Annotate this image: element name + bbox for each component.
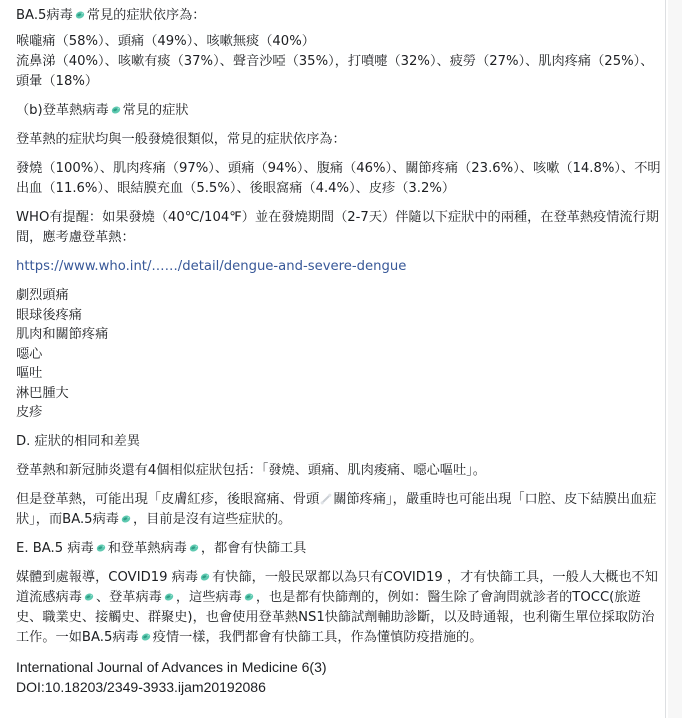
- scrollbar[interactable]: [668, 0, 682, 718]
- who-note: WHO有提醒：如果發燒（40℃/104℉）並在發燒期間（2-7天）伴隨以下症狀中的兩種，在登革熱疫情流行期間，應考慮登革熱：: [16, 210, 659, 245]
- differences-paragraph: 但是登革熱，可能出現「皮膚紅疹，後眼窩痛、骨頭 關節疼痛」，嚴重時也可能出現「口腔、皮下結膜出血症狀」，而BA.5病毒 ，目前是沒有這些症狀的。: [16, 491, 657, 527]
- who-link-line: [16, 257, 665, 277]
- microbe-icon: [95, 543, 107, 553]
- section-d-heading: D. 症狀的相同和差異: [16, 433, 141, 449]
- dengue-intro: 登革熱的症狀均與一般發燒很類似，常見的症狀依序為：: [16, 132, 346, 147]
- list-item: 嘔吐: [16, 366, 43, 381]
- similar-symptoms: 登革熱和新冠肺炎還有4個相似症狀包括：「發燒、頭痛、肌肉痠痛、噁心嘔吐」。: [16, 462, 486, 478]
- list-item: 劇烈頭痛: [16, 288, 69, 303]
- microbe-icon: [243, 592, 255, 602]
- microbe-icon: [83, 592, 95, 602]
- microbe-icon: [199, 572, 211, 582]
- microbe-icon: [120, 514, 132, 524]
- list-item: 皮疹: [16, 405, 43, 420]
- ba5-symptoms-line2: 流鼻涕（40%）、咳嗽有痰（37%）、聲音沙啞（35%），打噴嚏（32%）、疲勞（27%）、肌肉疼痛（25%）、頭暈（18%）: [16, 54, 654, 89]
- doi-citation: DOI:10.18203/2349-3933.ijam20192086: [16, 678, 266, 695]
- list-item: 噁心: [16, 346, 43, 362]
- media-paragraph: 媒體到處報導，COVID19 病毒 有快篩，一般民眾都以為只有COVID19 ，才有快篩工具，一般人大概也不知道流感病毒 、登革病毒 ，這些病毒 ，也是都有快篩劑的，例如：醫生除了會詢問就診者的TOCC(旅遊史、職業史、接觸史、群聚史)，也會使用登革熱NS1快篩試劑輔助診斷，以及時通報，也利衛生單位採取防治工作。一如BA.5病毒 疫情一樣，我們都會有快篩工具，作為懂慎防疫措施的。: [16, 569, 658, 645]
- list-item: 肌肉和關節疼痛: [16, 327, 109, 342]
- list-item: 眼球後疼痛: [16, 307, 82, 323]
- microbe-icon: [188, 543, 200, 553]
- bone-icon: [320, 493, 332, 505]
- who-link[interactable]: https://www.who.int/……/detail/dengue-and-severe-dengue: [16, 259, 407, 274]
- microbe-icon: [140, 632, 152, 642]
- section-e-heading: E. BA.5 病毒 和登革熱病毒 ，都會有快篩工具: [16, 540, 307, 556]
- microbe-icon: [163, 592, 175, 602]
- microbe-icon: [110, 105, 122, 115]
- dengue-heading: （b)登革熱病毒 常見的症狀: [16, 103, 189, 118]
- dengue-symptom-list: 發燒（100%）、肌肉疼痛（97%）、頭痛（94%）、腹痛（46%）、關節疼痛（23.6%）、咳嗽（14.8%）、不明出血（11.6%）、眼結膜充血（5.5%）、後眼窩痛（4.4%）、皮疹（3.2%）: [16, 161, 661, 196]
- ba5-symptoms-line1: 喉嚨痛（58%）、頭痛（49%）、咳嗽無痰（40%）: [16, 34, 315, 49]
- list-item: 淋巴腫大: [16, 385, 69, 401]
- microbe-icon: [74, 10, 86, 20]
- who-symptom-list: [16, 286, 665, 423]
- journal-citation: International Journal of Advances in Medicine 6(3): [16, 658, 327, 675]
- ba5-heading: BA.5病毒 常見的症狀依序為：: [16, 8, 206, 23]
